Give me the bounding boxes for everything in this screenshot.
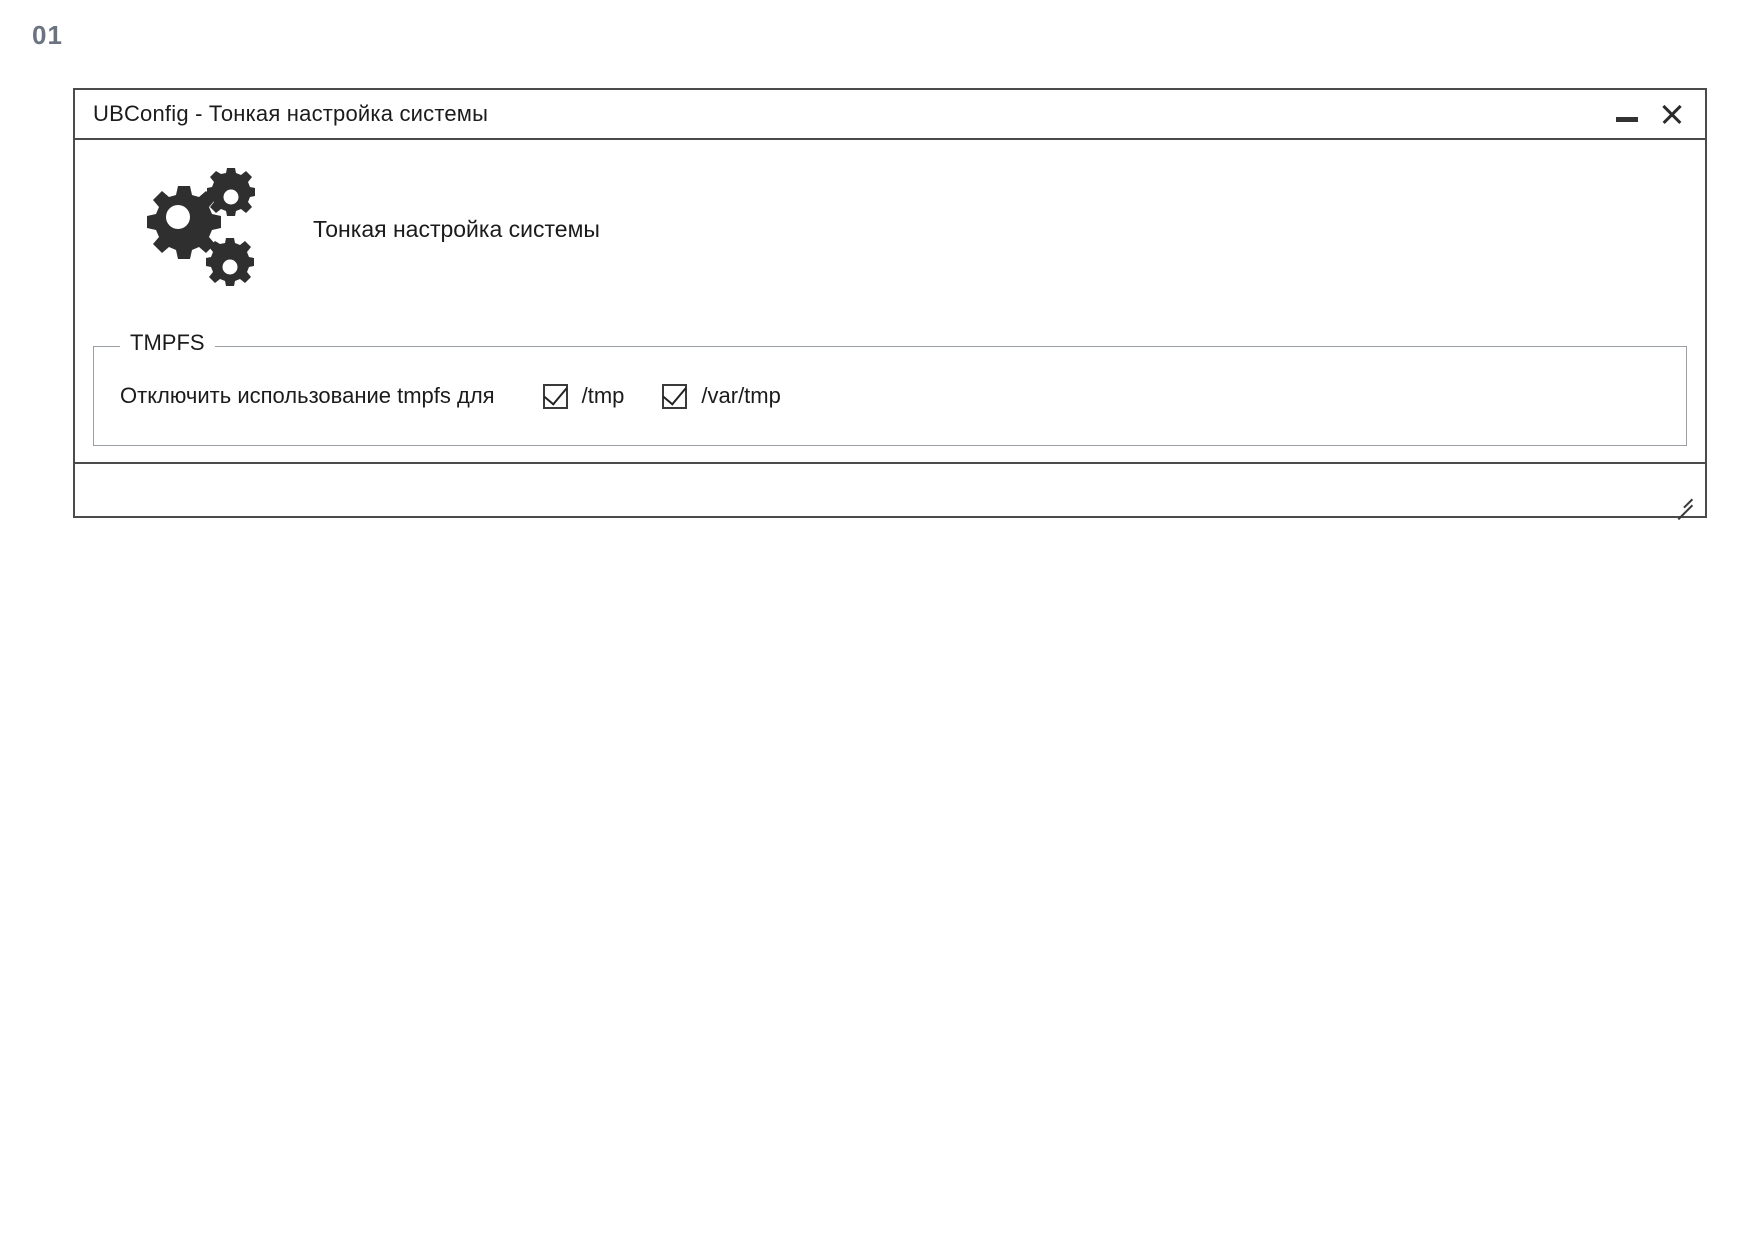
checkbox-var-tmp-box[interactable] (662, 384, 687, 409)
checkbox-tmp-box[interactable] (543, 384, 568, 409)
checkbox-tmp-label: /tmp (581, 383, 625, 408)
ubconfig-window (73, 88, 1707, 518)
tmpfs-groupbox (93, 330, 1687, 446)
header-caption: Тонкая настройка системы (313, 215, 600, 242)
tmpfs-groupbox-legend: TMPFS (120, 332, 215, 354)
checkbox-tmp[interactable] (543, 383, 625, 409)
checkbox-var-tmp-label: /var/tmp (701, 383, 781, 408)
tmpfs-checkbox-group (543, 383, 819, 409)
resize-grip-icon[interactable] (1673, 486, 1695, 508)
gears-icon (125, 168, 255, 290)
tmpfs-disable-label: Отключить использование tmpfs для (120, 383, 495, 408)
close-button[interactable] (1649, 94, 1693, 134)
tmpfs-group-content (94, 347, 1686, 445)
minimize-button[interactable] (1605, 94, 1649, 134)
window-titlebar[interactable] (75, 90, 1705, 140)
status-bar (75, 462, 1705, 516)
page-index-label: 01 (32, 20, 63, 50)
header-row (75, 140, 1705, 290)
close-icon (1659, 102, 1683, 126)
window-title: UBConfig - Тонкая настройка системы (93, 101, 489, 126)
window-body (75, 140, 1705, 516)
minimize-icon (1616, 117, 1638, 122)
checkbox-var-tmp[interactable] (662, 383, 780, 409)
